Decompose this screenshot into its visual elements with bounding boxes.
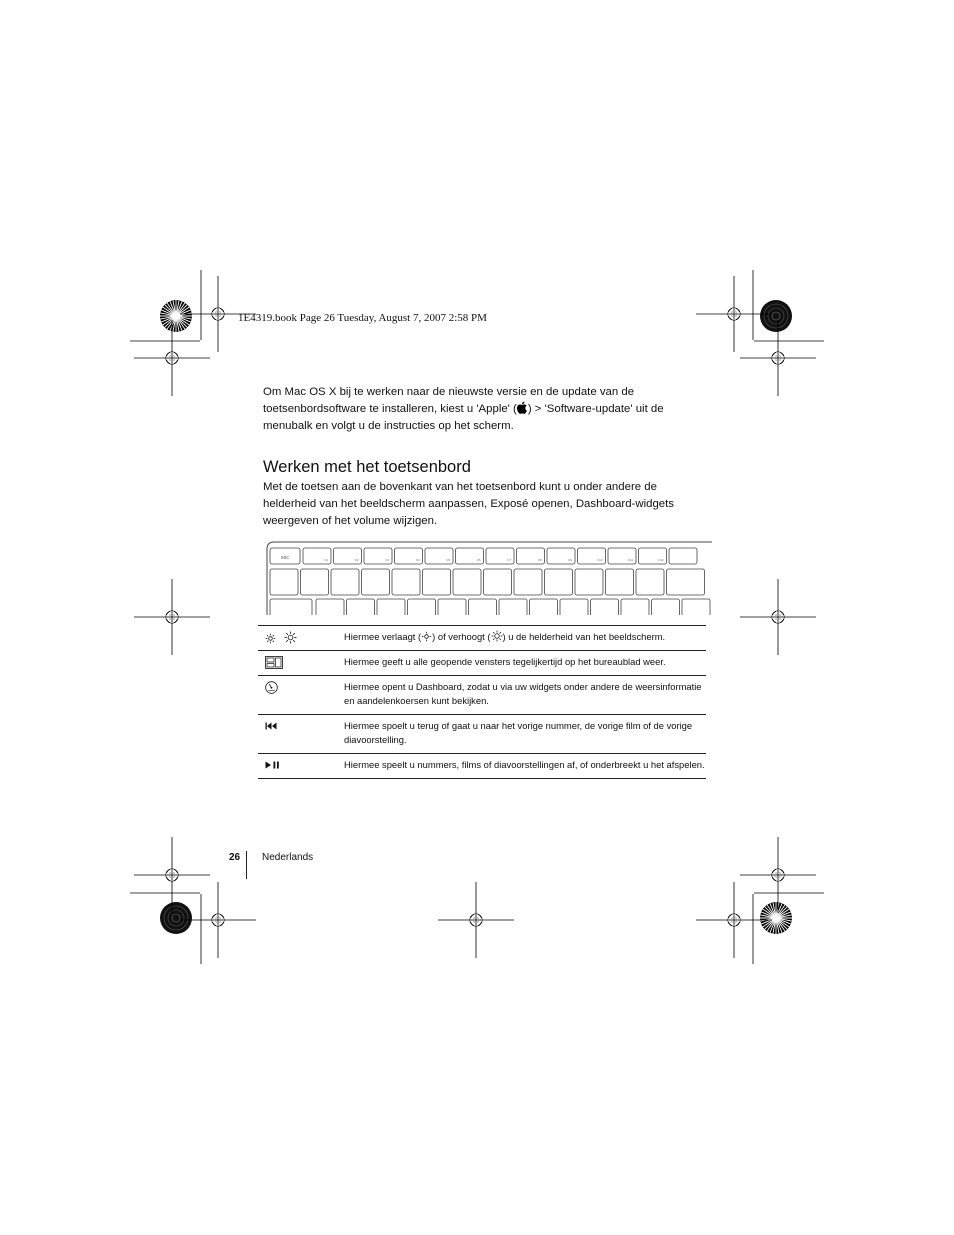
keyboard-key	[377, 599, 405, 615]
keyboard-key	[667, 569, 705, 595]
keyboard-key	[484, 569, 512, 595]
keyboard-key	[560, 599, 588, 615]
function-key-label: F4	[415, 558, 420, 562]
function-key-label: F7	[507, 558, 511, 562]
keyboard-key	[331, 569, 359, 595]
brightness-up-inline-icon	[491, 630, 503, 642]
keyboard-key	[682, 599, 710, 615]
function-key-label: F9	[568, 558, 572, 562]
dashboard-icon	[265, 685, 278, 696]
keyboard-key	[652, 599, 680, 615]
intro-paragraph: Om Mac OS X bij te werken naar de nieuwste versie en de update van de toetsenbordsoftware te installeren, kiest u 'Apple' ( ) > 'Software-update' uit de menubalk en volgt u de instructies op het scherm.	[263, 386, 664, 432]
keyboard-key	[545, 569, 573, 595]
esc-key-label: esc	[281, 555, 289, 561]
apple-logo-icon	[517, 401, 528, 414]
table-row: Hiermee speelt u nummers, films of diavoorstellingen af, of onderbreekt u het afspelen.	[258, 754, 706, 779]
table-row: Hiermee verlaagt ( ) of verhoogt ( ) u de helderheid van het beeldscherm.	[258, 626, 706, 651]
keyboard-key	[621, 599, 649, 615]
page-language: Nederlands	[262, 852, 314, 863]
eject-key	[669, 548, 697, 564]
brightness-down-icon	[265, 635, 279, 646]
function-key-label: F10	[597, 558, 603, 562]
footer-divider	[246, 851, 247, 879]
function-key-label: F12	[658, 558, 664, 562]
function-key-label: F6	[476, 558, 481, 562]
keyboard-key	[530, 599, 558, 615]
keyboard-key	[362, 569, 390, 595]
keyboard-key	[408, 599, 436, 615]
function-key-row	[270, 548, 697, 564]
brightness-up-icon	[284, 635, 297, 646]
keyboard-key	[270, 599, 312, 615]
section-title: Werken met het toetsenbord	[263, 458, 471, 476]
print-header: 1E4319.book Page 26 Tuesday, August 7, 2007 2:58 PM	[238, 312, 487, 324]
function-key-label: F2	[354, 558, 359, 562]
function-key-label: F5	[446, 558, 450, 562]
keyboard-key	[636, 569, 664, 595]
table-row: Hiermee geeft u alle geopende vensters tegelijkertijd op het bureaublad weer.	[258, 651, 706, 676]
function-key-label: F1	[324, 558, 328, 562]
keyboard-key	[438, 599, 466, 615]
keyboard-key	[301, 569, 329, 595]
keyboard-key	[514, 569, 542, 595]
keyboard-key	[423, 569, 451, 595]
keyboard-illustration	[264, 541, 712, 615]
keyboard-key	[575, 569, 603, 595]
play-pause-icon	[265, 760, 280, 771]
function-key-table	[258, 625, 706, 779]
function-key-label: F11	[628, 558, 633, 562]
keyboard-key	[392, 569, 420, 595]
keyboard-key	[347, 599, 375, 615]
rewind-icon	[265, 721, 277, 732]
table-row: Hiermee spoelt u terug of gaat u naar het vorige nummer, de vorige film of de vorige diavoorstelling.	[258, 715, 706, 754]
function-key-label: F3	[385, 558, 389, 562]
keyboard-key	[469, 599, 497, 615]
section-body: Met de toetsen aan de bovenkant van het toetsenbord kunt u onder andere de helderheid van het beeldscherm aanpassen, Exposé openen, Dashboard-widgets weergeven of het volume wijzigen.	[263, 481, 674, 527]
keyboard-key	[606, 569, 634, 595]
keyboard-key	[499, 599, 527, 615]
keyboard-key	[591, 599, 619, 615]
keyboard-key	[270, 569, 298, 595]
expose-icon	[265, 660, 283, 671]
brightness-down-inline-icon	[421, 631, 432, 642]
keyboard-key	[316, 599, 344, 615]
keyboard-key	[453, 569, 481, 595]
page-number: 26	[229, 852, 241, 863]
table-row: Hiermee opent u Dashboard, zodat u via uw widgets onder andere de weersinformatie en aandelenkoersen kunt bekijken.	[258, 676, 706, 715]
function-key-label: F8	[537, 558, 542, 562]
